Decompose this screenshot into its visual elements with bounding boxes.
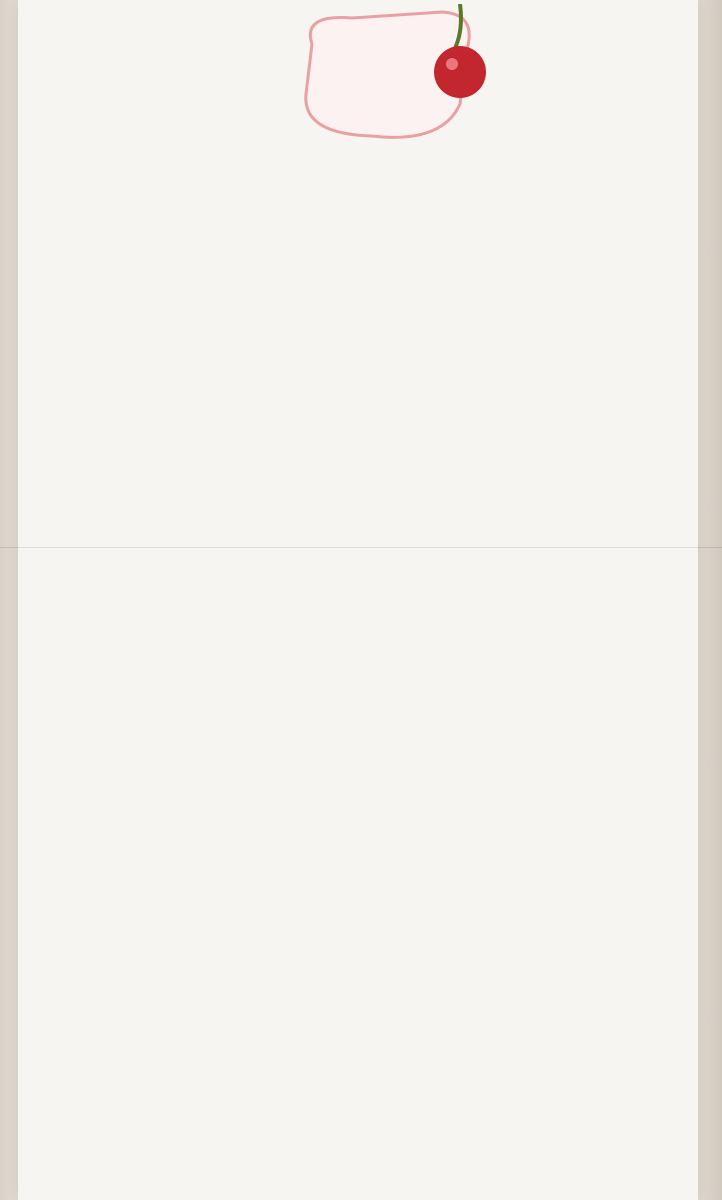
- paper-sheet: [18, 0, 698, 1200]
- paper-fold-line: [0, 547, 722, 548]
- cherry-icon: [292, 4, 492, 144]
- quiz-logo: [292, 4, 492, 144]
